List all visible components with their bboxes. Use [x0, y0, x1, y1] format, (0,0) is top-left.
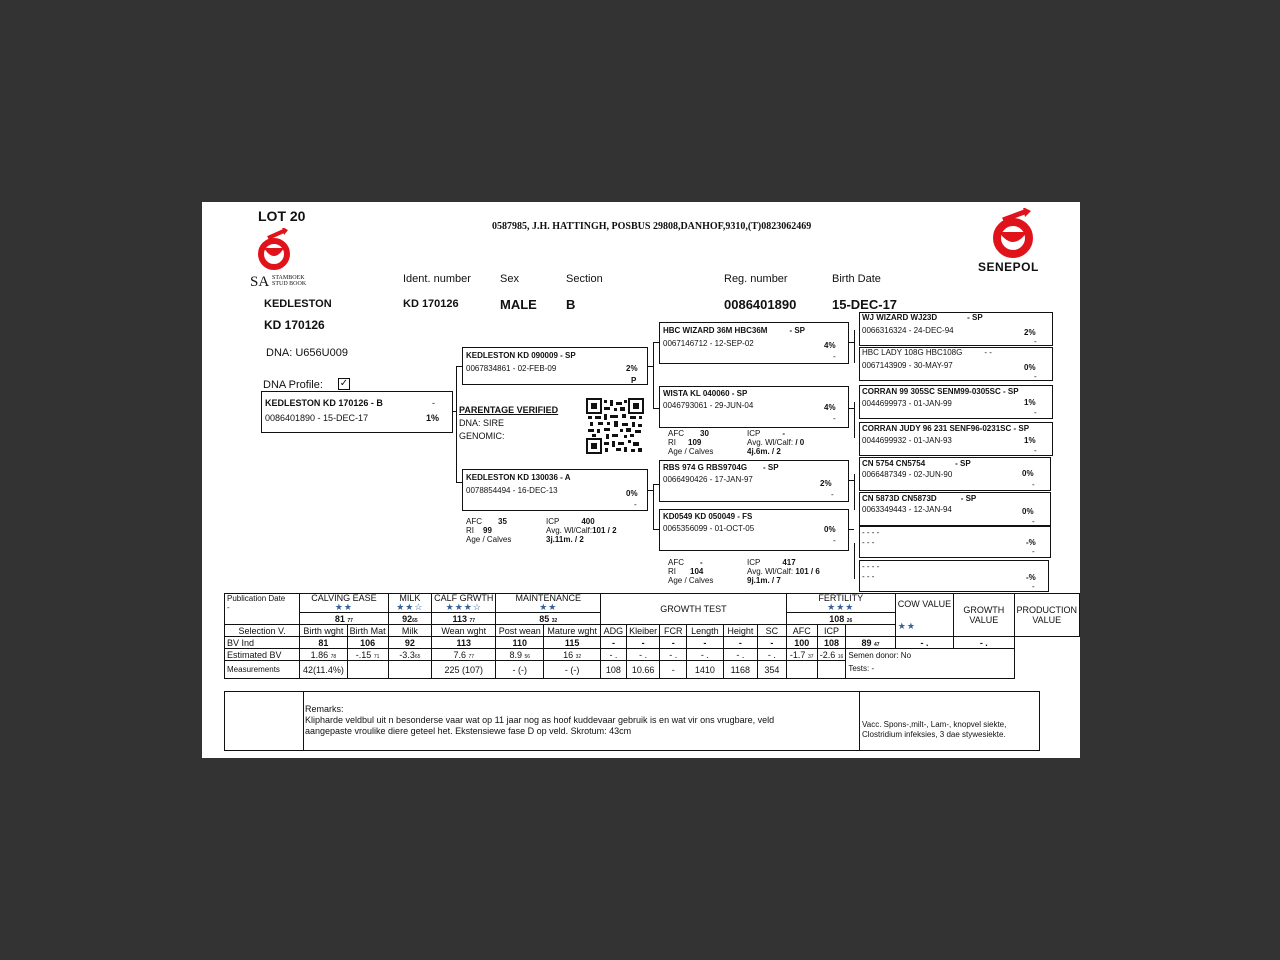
grandparent-3: RBS 974 G RBS9704G - SP 0066490426 - 17-JAN-97 2% - — [659, 460, 849, 502]
great-grandparent-3: CORRAN 99 305SC SENM99-0305SC - SP 0044699973 - 01-JAN-99 1% - — [859, 385, 1053, 419]
remarks-line-1: Klipharde veldbul uit n besonderse vaar wat op 11 jaar nog as hoof kuddevaar gebruik is en wat vir ons vrugbare, veld — [305, 715, 775, 725]
sire-box: KEDLESTON KD 090009 - SP 0067834861 - 02-FEB-09 2% P — [462, 347, 648, 385]
remarks-line-2: aangepaste vroulike diere geteel het. Ekstensiewe fase D op veld. Skrotum: 43cm — [305, 726, 632, 736]
great-grandparent-5: CN 5754 CN5754 - SP 0066487349 - 02-JUN-90 0% - — [859, 457, 1051, 491]
animal-id: KD 170126 — [264, 318, 325, 332]
great-grandparent-8: - - - - - - - -% - — [859, 560, 1049, 592]
remarks-box — [224, 691, 1040, 751]
ident-value: KD 170126 — [403, 298, 459, 310]
studbook-sa: SA — [250, 274, 270, 290]
section-label: Section — [566, 273, 603, 285]
grandparent-1: HBC WIZARD 36M HBC36M - SP 0067146712 - 12-SEP-02 4% - — [659, 322, 849, 364]
grandparent-2-stats: AFC 30 RI 109 Age / Calves — [668, 429, 714, 456]
grandparent-2-stats-right: ICP - Avg. Wl/Calf: / 0 4j.6m. / 2 — [747, 429, 805, 456]
qr-code-icon — [586, 398, 644, 459]
great-grandparent-6: CN 5873D CN5873D - SP 0063349443 - 12-JAN-94 0% - — [859, 492, 1051, 526]
dna-profile-label: DNA Profile: — [263, 379, 323, 391]
grandparent-4-stats-right: ICP 417 Avg. Wl/Calf: 101 / 6 9j.1m. / 7 — [747, 558, 820, 585]
studbook-emblem-icon — [254, 228, 294, 274]
sex-value: MALE — [500, 297, 537, 312]
ident-label: Ident. number — [403, 273, 471, 285]
parentage-dna: DNA: SIRE — [459, 418, 505, 428]
birth-value: 15-DEC-17 — [832, 297, 898, 312]
vaccination-line-1: Vacc. Spons-,milt-, Lam-, knopvel siekte, — [862, 720, 1007, 729]
dam-stats: AFC 35 RI 99 Age / Calves — [466, 517, 512, 544]
birth-label: Birth Date — [832, 273, 881, 285]
parentage-verified: PARENTAGE VERIFIED — [459, 405, 559, 415]
great-grandparent-1: WJ WIZARD WJ23D - SP 0066316324 - 24-DEC-94 2% - — [859, 312, 1053, 346]
grandparent-4-stats: AFC - RI 104 Age / Calves — [668, 558, 714, 585]
dna-code: DNA: U656U009 — [266, 347, 348, 359]
subject-box: KEDLESTON KD 170126 - B - 0086401890 - 15-DEC-17 1% — [261, 391, 453, 433]
senepol-emblem-icon — [983, 208, 1045, 260]
section-value: B — [566, 297, 576, 312]
animal-name: KEDLESTON — [264, 298, 332, 310]
sex-label: Sex — [500, 273, 519, 285]
studbook-logo — [254, 228, 294, 274]
great-grandparent-2: HBC LADY 108G HBC108G - - 0067143909 - 30-MAY-97 0% - — [859, 347, 1053, 381]
performance-table: Publication Date - CALVING EASE ★★ MILK ★★☆ CALF GRWTH ★★★☆ MAINTENANCE ★★ GROWTH TEST FERTILITY ★★★ COW VALUE ★★ GROWTH VALUE PRODUCTION VALUE 81 77 9265 113 77 85 32 108 26 Selection V. Birth wght Birth Mat Milk Wean wght Post wean Mature wght ADG Kleiber FCR Length Height SC AFC ICP BV Ind 81 106 92 113 110 115 - - - - - - 100 108 89 47 - . - . Estimated BV 1.86 78 -.15 71 -3.365 7.6 77 8.9 56 16 32 - . - . - . - . - . - . -1.7 37 -2.6 16 Semen donor: No Tests: - Measurements 42(11.4%) 225 (107) - (-) - (-) 108 10.66 - 1410 1168 354 — [224, 593, 1080, 679]
pedigree-sheet — [202, 202, 1080, 758]
dam-stats-right: ICP 400 Avg. Wl/Calf:101 / 2 3j.11m. / 2 — [546, 517, 617, 544]
parentage-genomic: GENOMIC: — [459, 431, 505, 441]
vaccination-line-2: Clostridium infeksies, 3 dae stywesiekte. — [862, 730, 1006, 739]
great-grandparent-7: - - - - - - - -% - — [859, 526, 1051, 558]
reg-value: 0086401890 — [724, 297, 797, 312]
dna-profile-checkbox: ✓ — [339, 378, 349, 389]
reg-label: Reg. number — [724, 273, 788, 285]
great-grandparent-4: CORRAN JUDY 96 231 SENF96-0231SC - SP 0044699932 - 01-JAN-93 1% - — [859, 422, 1053, 456]
breeder-info: 0587985, J.H. HATTINGH, POSBUS 29808,DANHOF,9310,(T)0823062469 — [492, 221, 812, 232]
lot-number: LOT 20 — [258, 208, 306, 224]
remarks-label: Remarks: — [305, 704, 344, 714]
grandparent-4: KD0549 KD 050049 - FS 0065356099 - 01-OCT-05 0% - — [659, 509, 849, 551]
senepol-label: SENEPOL — [978, 260, 1039, 274]
dam-box: KEDLESTON KD 130036 - A 0078854494 - 16-DEC-13 0% - — [462, 469, 648, 511]
studbook-text: STAMBOEK STUD BOOK — [272, 275, 307, 287]
grandparent-2: WISTA KL 040060 - SP 0046793061 - 29-JUN-04 4% - — [659, 386, 849, 428]
senepol-logo — [983, 208, 1045, 260]
